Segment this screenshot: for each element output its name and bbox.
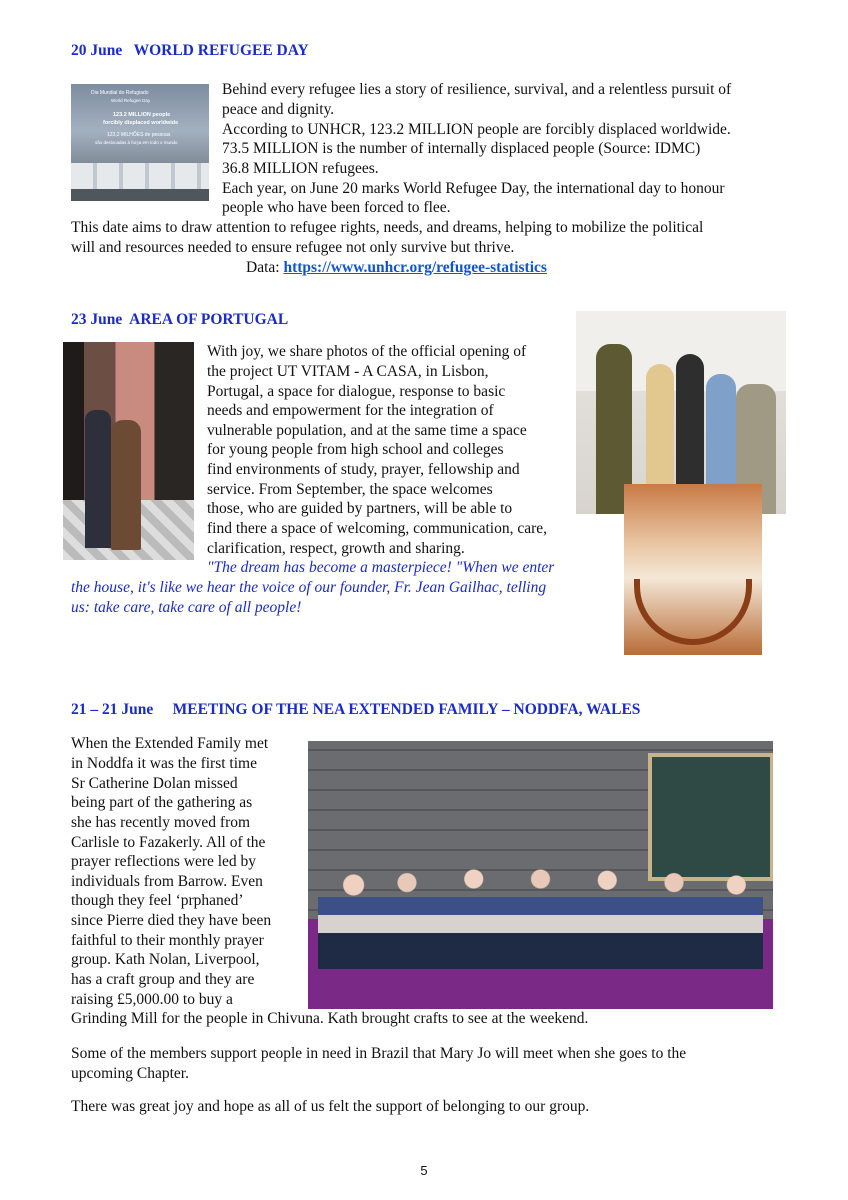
s1-line-4: 36.8 MILLION refugees. xyxy=(222,160,379,177)
s3-para3: There was great joy and hope as all of us felt the support of belonging to our group. xyxy=(71,1098,590,1115)
s2-quote-line-0: "The dream has become a masterpiece! "When we enter xyxy=(207,559,555,576)
data-source-line xyxy=(246,259,547,277)
s2-quote-line-1: the house, it's like we hear the voice of our founder, Fr. Jean Gailhac, telling xyxy=(71,579,547,596)
page-number: 5 xyxy=(420,1163,428,1178)
image-line1: 123.2 MILLION people xyxy=(113,112,171,118)
s3-line-6: prayer reflections were led by xyxy=(71,853,257,870)
extended-family-group-photo xyxy=(308,741,773,1009)
photo-person-man xyxy=(85,410,111,548)
s3-line-10: faithful to their monthly prayer xyxy=(71,932,264,949)
s2-line-8: those, who are guided by partners, will be able to xyxy=(207,500,513,517)
image-tents xyxy=(71,163,209,189)
s3-para2-line-0: Some of the members support people in need in Brazil that Mary Jo will meet when she goes to the xyxy=(71,1045,687,1062)
s2-line-7: service. From September, the space welcomes xyxy=(207,481,493,498)
s3-line-8: though they feel ‘prphaned’ xyxy=(71,892,244,909)
data-label: Data: xyxy=(246,259,284,276)
s1-full-line-1: will and resources needed to ensure refugee not only survive but thrive. xyxy=(71,239,515,256)
s3-para2-line-1: upcoming Chapter. xyxy=(71,1065,189,1082)
s2-line-0: With joy, we share photos of the official opening of xyxy=(207,343,527,360)
s3-line-1: in Noddfa it was the first time xyxy=(71,755,257,772)
s1-line-3: 73.5 MILLION is the number of internally displaced people (Source: IDMC) xyxy=(222,140,701,157)
section-heading-nea-extended-family: 21 – 21 June MEETING OF THE NEA EXTENDED FAMILY – NODDFA, WALES xyxy=(71,701,641,718)
image-small-title: Dia Mundial do Refugiado xyxy=(91,90,149,96)
s2-line-9: find there a space of welcoming, communication, care, xyxy=(207,520,548,537)
s3-line-11: group. Kath Nolan, Liverpool, xyxy=(71,951,260,968)
s2-quote-line-2: us: take care, take care of all people! xyxy=(71,599,302,616)
s3-line-5: Carlisle to Fazakerly. All of the xyxy=(71,834,266,851)
s2-line-6: find environments of study, prayer, fellowship and xyxy=(207,461,520,478)
s3-line-4: she has recently moved from xyxy=(71,814,251,831)
section-heading-area-of-portugal: 23 June AREA OF PORTUGAL xyxy=(71,311,289,328)
s3-line-7: individuals from Barrow. Even xyxy=(71,873,263,890)
s3-line-14: Grinding Mill for the people in Chivuna. Kath brought crafts to see at the weekend. xyxy=(71,1010,589,1027)
s2-line-2: Portugal, a space for dialogue, response to basic xyxy=(207,383,506,400)
chapel-room-photo xyxy=(624,484,762,655)
s1-full-line-0: This date aims to draw attention to refugee rights, needs, and dreams, helping to mobilize the political xyxy=(71,219,704,236)
s1-line-2: According to UNHCR, 123.2 MILLION people are forcibly displaced worldwide. xyxy=(222,121,731,138)
refugee-day-image xyxy=(71,84,209,201)
photo-person-woman xyxy=(111,420,141,550)
image-line3: 123,2 MILHÕES de pessoas xyxy=(107,132,171,138)
section-heading-world-refugee-day: 20 June WORLD REFUGEE DAY xyxy=(71,42,309,59)
photo-bench-arc xyxy=(634,579,752,645)
s2-line-3: needs and empowerment for the integration of xyxy=(207,402,494,419)
photo-seated-people xyxy=(318,849,763,969)
image-subtitle: World Refugee Day xyxy=(111,98,151,103)
s3-line-9: since Pierre died they have been xyxy=(71,912,272,929)
opening-doorway-photo xyxy=(63,342,194,560)
s3-line-3: being part of the gathering as xyxy=(71,794,253,811)
image-line2: forcibly displaced worldwide xyxy=(103,120,179,126)
s1-line-6: people who have been forced to flee. xyxy=(222,199,451,216)
s2-line-4: vulnerable population, and at the same time a space xyxy=(207,422,527,439)
unhcr-statistics-link[interactable]: https://www.unhcr.org/refugee-statistics xyxy=(283,259,547,276)
s1-line-5: Each year, on June 20 marks World Refugee Day, the international day to honour xyxy=(222,180,725,197)
s2-line-1: the project UT VITAM - A CASA, in Lisbon, xyxy=(207,363,489,380)
s3-line-0: When the Extended Family met xyxy=(71,735,269,752)
image-line4: são deslocadas à força em todo o mundo xyxy=(95,140,178,145)
s2-line-5: for young people from high school and colleges xyxy=(207,441,504,458)
s3-line-12: has a craft group and they are xyxy=(71,971,255,988)
s1-line-0: Behind every refugee lies a story of resilience, survival, and a relentless pursuit of xyxy=(222,81,732,98)
s1-line-1: peace and dignity. xyxy=(222,101,335,118)
s2-line-10: clarification, respect, growth and sharing. xyxy=(207,540,465,557)
s3-line-2: Sr Catherine Dolan missed xyxy=(71,775,238,792)
s3-line-13: raising £5,000.00 to buy a xyxy=(71,991,233,1008)
image-ground xyxy=(71,189,209,201)
